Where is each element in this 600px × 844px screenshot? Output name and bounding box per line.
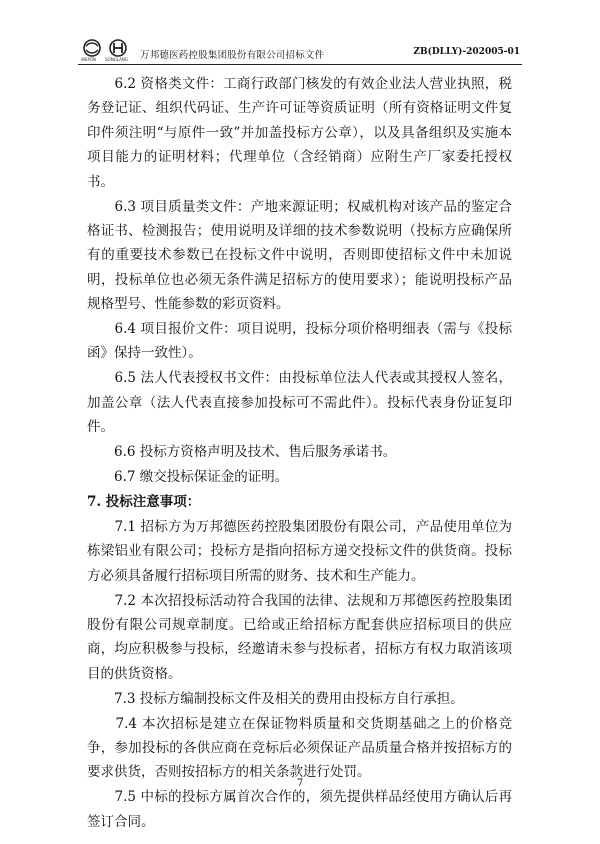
paragraph-6-3: 6.3 项目质量类文件：产地来源证明；权威机构对该产品的鉴定合格证书、检测报告；使用说明及详细的技术参数说明（投标方应确保所有的重要技术参数已在投标文件中说明，否则即使招标文件中未加说明，投标单位也必须无条件满足招标方的使用要求）；能说明投标产品规格型号、性能参数的彩页资料。 xyxy=(87,198,512,313)
page-header xyxy=(78,36,522,65)
paragraph-7-1: 7.1 招标方为万邦德医药控股集团股份有限公司，产品使用单位为栋梁铝业有限公司；投标方是指向招标方递交投标文件的供货商。投标方必须具备履行招标项目所需的财务、技术和生产能力。 xyxy=(87,518,512,584)
paragraph-6-2: 6.2 资格类文件：工商行政部门核发的有效企业法人营业执照，税务登记证、组织代码证、生产许可证等资质证明（所有资格证明文件复印件须注明“与原件一致”并加盖投标方公章），以及具备组织及实施本项目能力的证明材料；代理单位（含经销商）应附生产厂家委托授权书。 xyxy=(87,76,512,190)
wepon-logo-icon xyxy=(82,38,102,58)
songlang-logo-icon xyxy=(108,38,128,58)
paragraph-6-5: 6.5 法人代表授权书文件：由投标单位法人代表或其授权人签名，加盖公章（法人代表直接参加投标可不需此件）。投标代表身份证复印件。 xyxy=(87,370,512,436)
logo-caption-2: SONGLANG xyxy=(105,57,128,62)
paragraph-7-4: 7.4 本次招标是建立在保证物料质量和交货期基础之上的价格竞争，参加投标的各供应商在竞标后必须保证产品质量合格并按招标方的要求供货，否则按招标方的相关条款进行处罚。 xyxy=(87,715,512,781)
paragraph-6-4: 6.4 项目报价文件：项目说明，投标分项价格明细表（需与《投标函》保持一致性）。 xyxy=(87,321,512,362)
paragraph-7-2: 7.2 本次招投标活动符合我国的法律、法规和万邦德医药控股集团股份有限公司规章制度。已给或正给招标方配套供应招标项目的供应商，均应积极参与投标，经邀请未参与投标者，招标方有权力取消该项目的供货资格。 xyxy=(87,592,512,682)
paragraph-6-7: 6.7 缴交投标保证金的证明。 xyxy=(87,469,289,485)
page-number: 7 xyxy=(296,778,304,789)
logo-caption-1: WEPON xyxy=(81,57,97,62)
paragraph-7-5: 7.5 中标的投标方属首次合作的，须先提供样品经使用方确认后再签订合同。 xyxy=(87,789,512,830)
document-title: 万邦德医药控股集团股份有限公司招标文件 xyxy=(140,50,325,61)
document-body xyxy=(87,72,512,834)
document-code: ZB(DLLY)-202005-01 xyxy=(413,47,520,57)
paragraph-7-3: 7.3 投标方编制投标文件及相关的费用由投标方自行承担。 xyxy=(87,690,464,707)
paragraph-6-6: 6.6 投标方资格声明及技术、售后服务承诺书。 xyxy=(87,444,397,461)
section-heading-7: 7. 投标注意事项： xyxy=(87,493,201,510)
